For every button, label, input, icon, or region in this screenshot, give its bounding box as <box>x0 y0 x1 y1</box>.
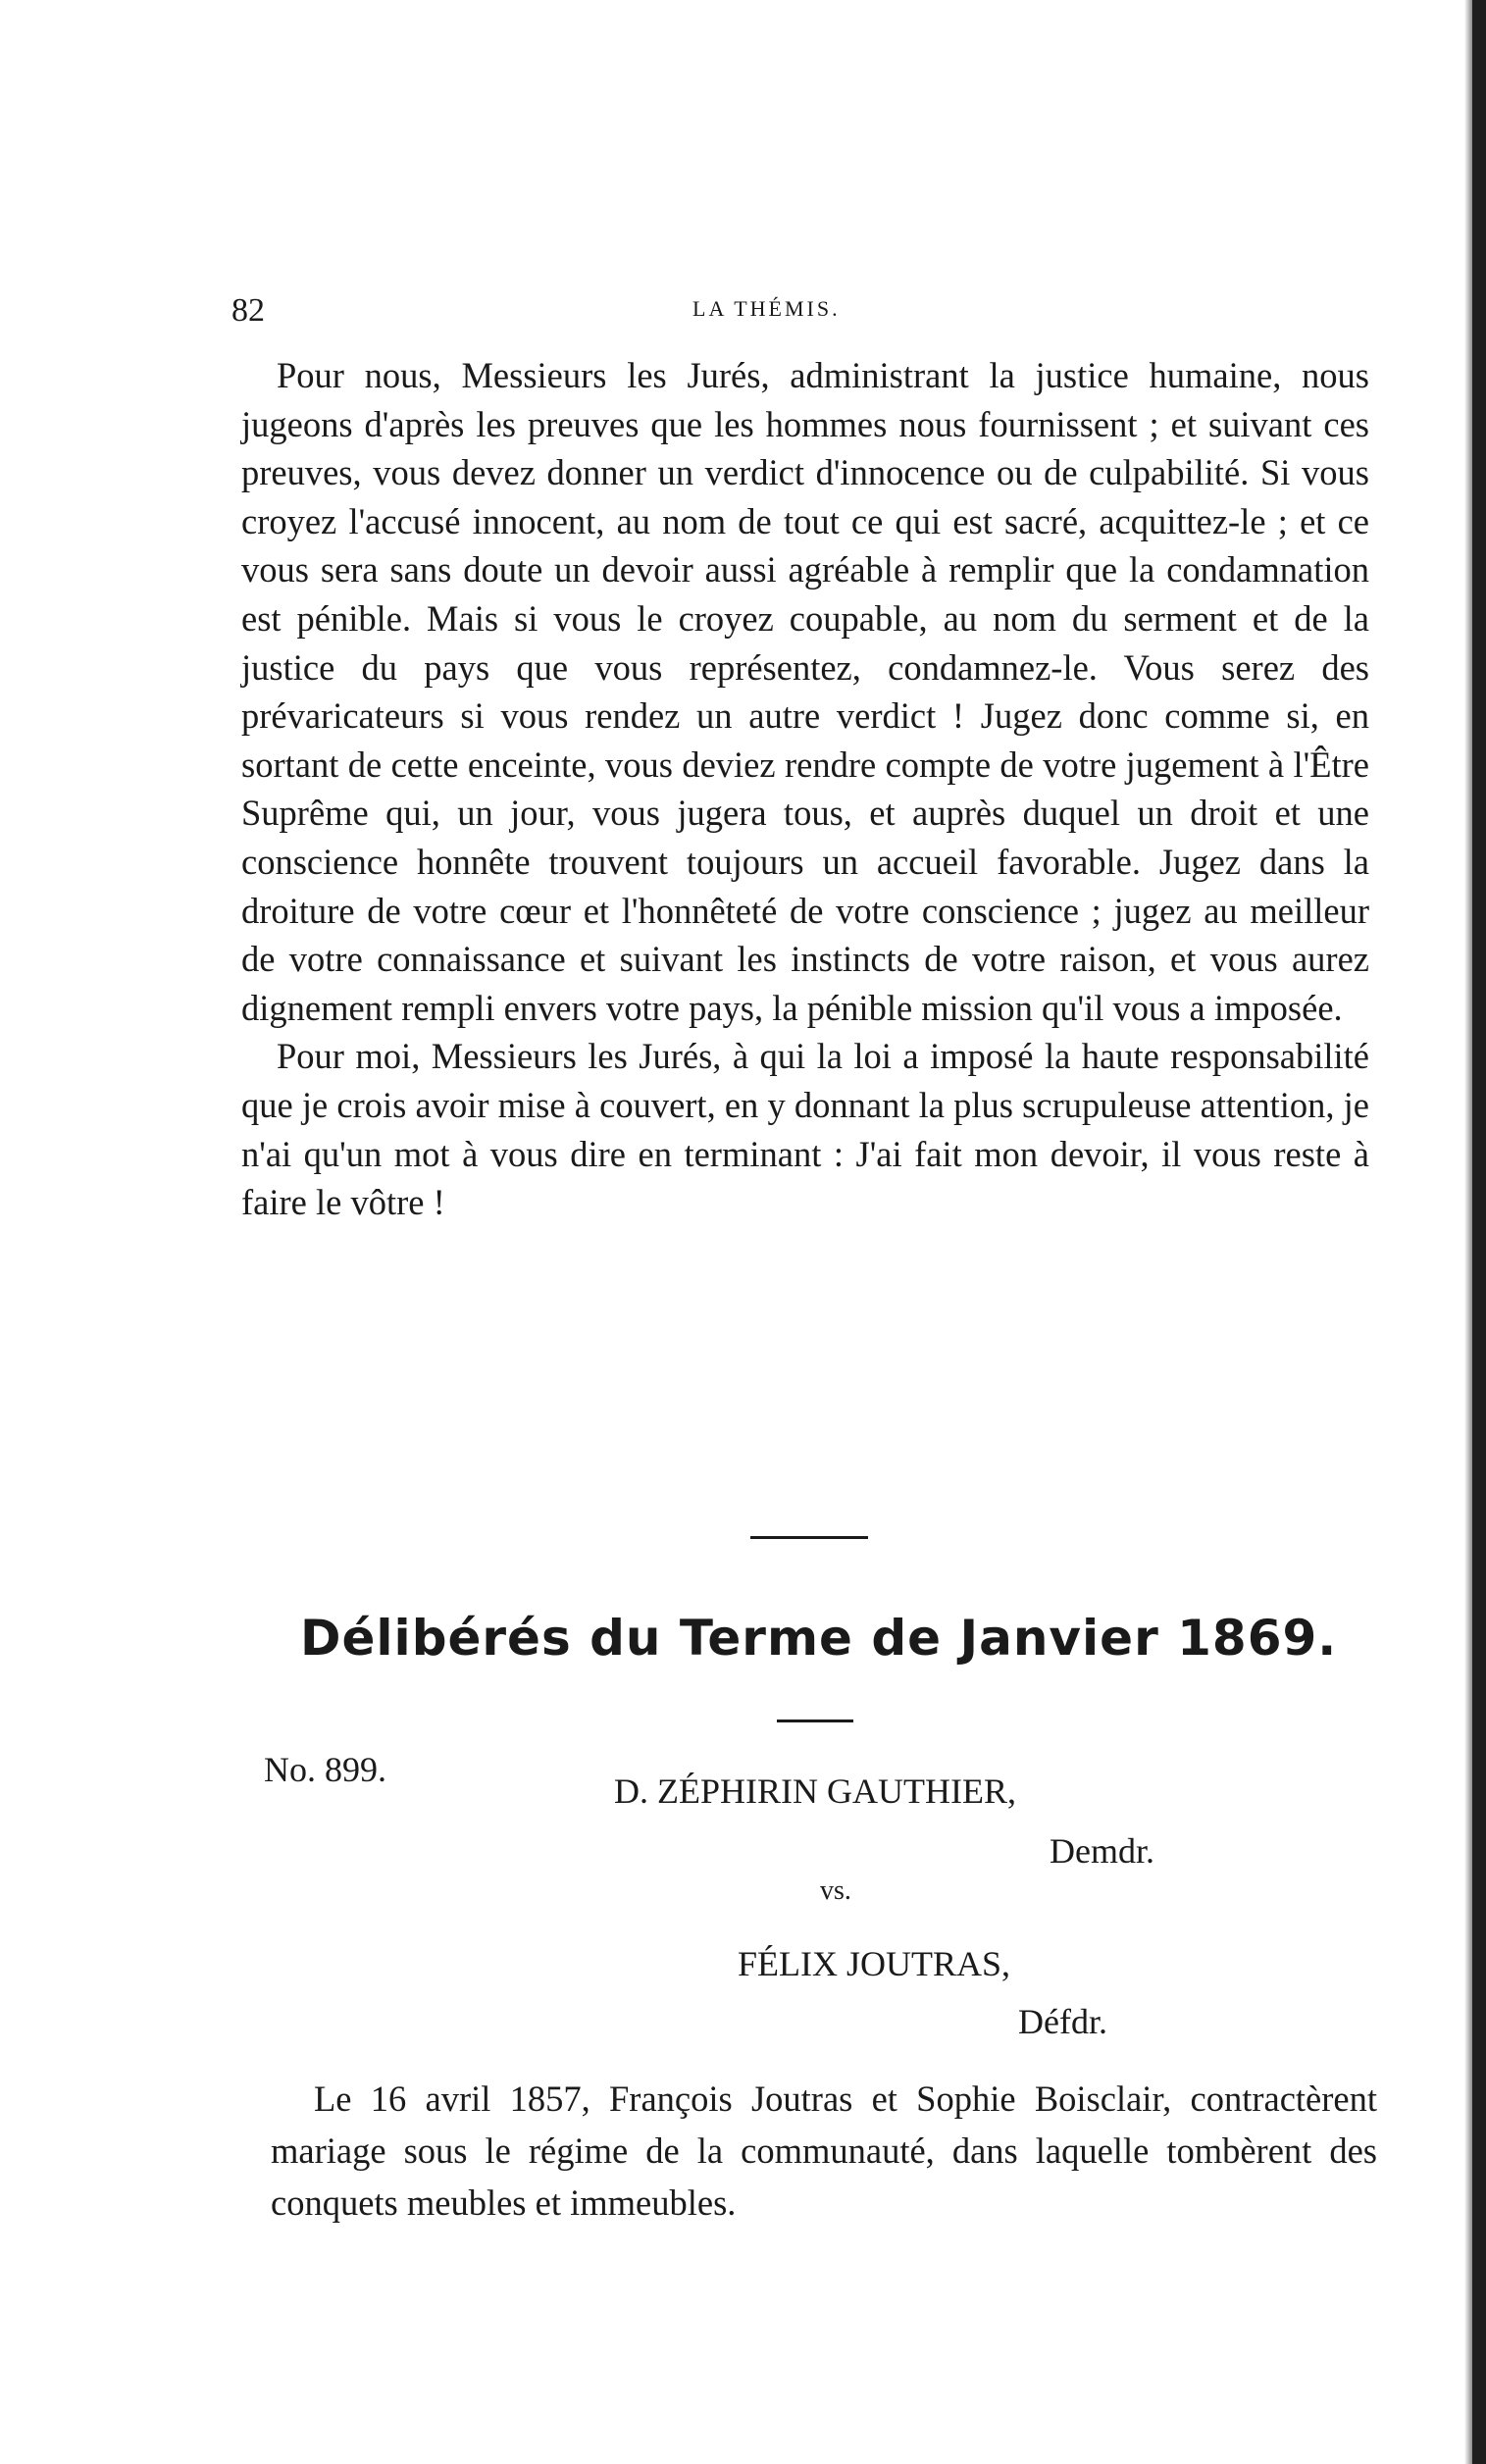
paragraph-jury-instruction: Pour nous, Messieurs les Jurés, administrant la justice humaine, nous jugeons d'après les preuves que les hommes nous fournissent ; et suivant ces preuves, vous devez donner un verdict d'innocence ou de culpabilité. Si vous croyez l'accusé innocent, au nom de tout ce qui est sacré, acquittez-le ; et ce vous sera sans doute un devoir aussi agréable à remplir que la condamnation est pénible. Mais si vous le croyez coupable, au nom du serment et de la justice du pays que vous représentez, condamnez-le. Vous serez des prévaricateurs si vous rendez un autre verdict ! Jugez donc comme si, en sortant de cette enceinte, vous deviez rendre compte de votre jugement à l'Être Suprême qui, un jour, vous jugera tous, et auprès duquel un droit et une conscience honnête trouvent toujours un accueil favorable. Jugez dans la droiture de votre cœur et l'honnêteté de votre conscience ; jugez au meilleur de votre connaissance et suivant les instincts de votre raison, et vous aurez dignement rempli envers votre pays, la pénible mission qu'il vous a imposée. <box>241 355 1369 1028</box>
defendant-name: FÉLIX JOUTRAS, <box>738 1944 1011 1983</box>
defendant-role: Défdr. <box>1018 2002 1107 2041</box>
heading-underline <box>777 1720 853 1722</box>
page-edge-shadow <box>1464 0 1472 2464</box>
plaintiff-name: D. ZÉPHIRIN GAUTHIER, <box>614 1771 1016 1811</box>
versus-label: vs. <box>820 1875 851 1906</box>
page-binding-edge <box>1472 0 1486 2464</box>
case-number: No. 899. <box>264 1750 386 1789</box>
page-header <box>231 292 1374 332</box>
running-title: LA THÉMIS. <box>692 296 841 321</box>
plaintiff-role: Demdr. <box>1050 1831 1154 1871</box>
section-divider <box>750 1536 868 1539</box>
case-facts-paragraph: Le 16 avril 1857, François Joutras et Sophie Boisclair, contractèrent mariage sous le régime de la communauté, dans laquelle tombèrent des conquets meubles et immeubles. <box>271 2079 1377 2223</box>
page-number: 82 <box>231 292 265 329</box>
paragraph-closing: Pour moi, Messieurs les Jurés, à qui la loi a imposé la haute responsabilité que je crois avoir mise à couvert, en y donnant la plus scrupuleuse attention, je n'ai qu'un mot à vous dire en terminant : J'ai fait mon devoir, il vous reste à faire le vôtre ! <box>241 1036 1369 1223</box>
section-heading: Délibérés du Terme de Janvier 1869. <box>300 1610 1338 1667</box>
body-text <box>241 351 1369 1227</box>
